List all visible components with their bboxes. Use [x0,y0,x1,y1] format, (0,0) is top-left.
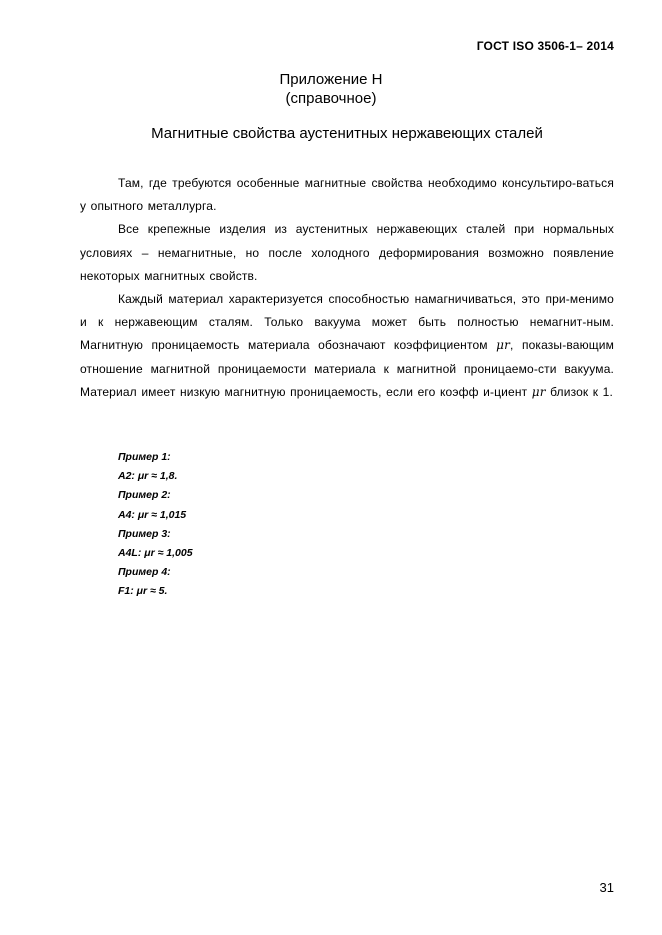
example-label: Пример 1: [118,451,171,463]
page-number: 31 [599,880,614,895]
example-value: A2: μr ≈ 1,8. [118,470,178,483]
paragraph-2: Все крепежные изделия из аустенитных нержавеющих сталей при нормальных условиях – немагнитные, но после холодного деформирования возможно появление некоторых магнитных свойств. [80,222,614,283]
paragraph-3-text-b: , показы-вающим отношение магнитной проницаемости материала к магнитной проницаемо-сти вакуума. Материал имеет низкую магнитную проницаемость, если его коэфф и-циент [80,338,614,399]
example-label: Пример 3: [118,527,171,540]
example-value: A4L: μr ≈ 1,005 [118,547,193,560]
example-label: Пример 2: [118,489,171,502]
paragraph-3-text-a: Каждый материал характеризуется способностью намагничиваться, это при-менимо и к нержавеющим сталям. Только вакуума может быть полностью немагнит-ным. Магнитную проницаемость материала обозначают коэффициентом [80,292,614,353]
example-value: A4: μr ≈ 1,015 [118,508,187,521]
example-label: Пример 4: [118,566,171,579]
annex-title: Приложение Н [279,71,383,88]
body-text [80,172,614,404]
annex-heading [0,70,662,108]
paragraph-3-text-c: близок к 1. [545,384,613,399]
standard-code: ГОСТ ISO 3506-1– 2014 [476,39,614,53]
annex-type: (справочное) [285,90,377,107]
examples-list [118,448,193,602]
mu-r-symbol: μr [496,338,510,353]
section-title: Магнитные свойства аустенитных нержавеющих сталей [151,125,543,142]
paragraph-1: Там, где требуются особенные магнитные свойства необходимо консультиро-ваться у опытного металлурга. [80,176,614,214]
example-value: F1: μr ≈ 5. [118,585,168,598]
paragraph-3 [80,288,614,404]
mu-r-symbol: μr [531,384,546,399]
